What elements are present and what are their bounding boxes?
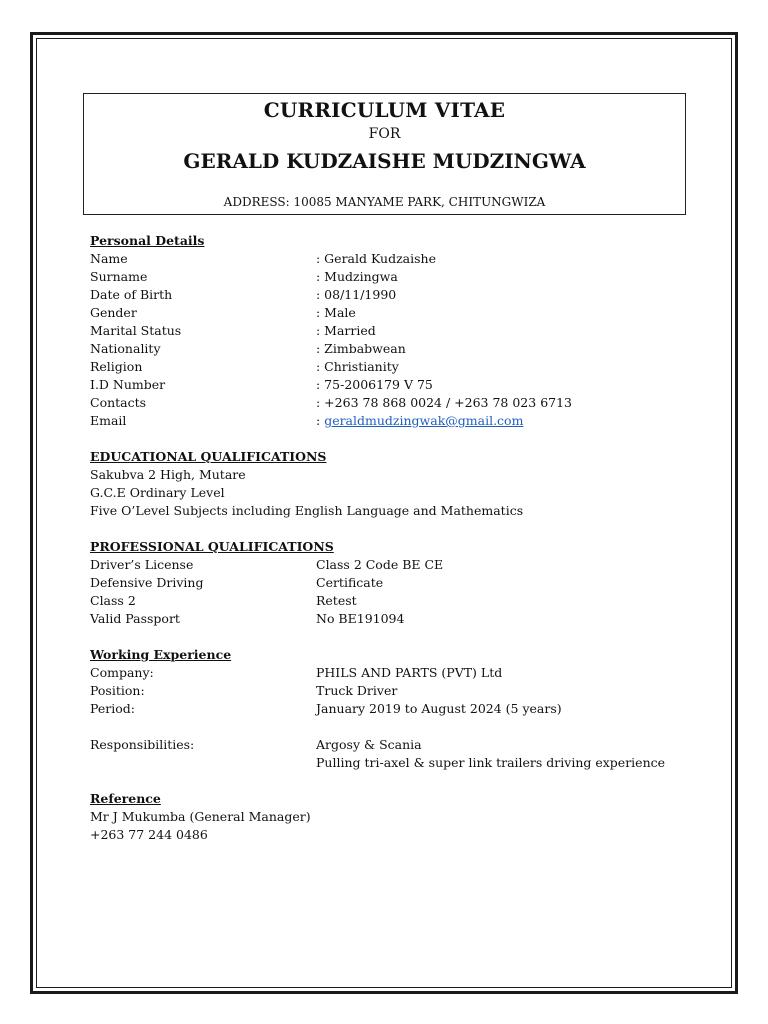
professional-row [90,556,690,574]
candidate-name: GERALD KUDZAISHE MUDZINGWA [183,149,586,173]
email-value [316,412,690,430]
reference-line: +263 77 244 0486 [90,827,208,842]
personal-row [90,286,690,304]
field-label: Driver’s License [90,557,194,572]
reference-heading: Reference [90,791,161,806]
spacer [90,772,690,790]
experience-heading: Working Experience [90,647,232,662]
field-label: Class 2 [90,593,136,608]
address-line: ADDRESS: 10085 MANYAME PARK, CHITUNGWIZA [223,195,546,209]
personal-row [90,250,690,268]
education-heading: EDUCATIONAL QUALIFICATIONS [90,449,327,464]
field-label: I.D Number [90,377,166,392]
experience-row [90,700,690,718]
field-label: Position: [90,683,145,698]
spacer [90,628,690,646]
field-value: : Male [316,305,356,320]
education-line: G.C.E Ordinary Level [90,485,225,500]
experience-row [90,682,690,700]
spacer [90,520,690,538]
education-line: Five O’Level Subjects including English Language and Mathematics [90,503,524,518]
field-value: No BE191094 [316,611,405,626]
field-value: Certificate [316,575,384,590]
personal-details-heading: Personal Details [90,233,205,248]
field-label: Company: [90,665,154,680]
field-value: : 75-2006179 V 75 [316,377,433,392]
field-label: Valid Passport [90,611,180,626]
field-value: : Christianity [316,359,399,374]
reference-line: Mr J Mukumba (General Manager) [90,809,311,824]
field-value: Truck Driver [316,683,398,698]
personal-row [90,304,690,322]
professional-row [90,592,690,610]
header-box [83,93,686,215]
field-label: Name [90,251,128,266]
cv-content [90,232,690,844]
field-label: Date of Birth [90,287,173,302]
field-label: Surname [90,269,148,284]
field-label: Nationality [90,341,161,356]
field-label: Marital Status [90,323,182,338]
field-value: January 2019 to August 2024 (5 years) [316,701,562,716]
experience-row [90,664,690,682]
education-line: Sakubva 2 High, Mutare [90,467,246,482]
field-value: Class 2 Code BE CE [316,557,444,572]
professional-heading: PROFESSIONAL QUALIFICATIONS [90,539,334,554]
field-label: Gender [90,305,137,320]
professional-row [90,610,690,628]
personal-row [90,268,690,286]
field-value: : Gerald Kudzaishe [316,251,436,266]
field-label: Period: [90,701,135,716]
empty-label [90,754,316,772]
personal-row [90,358,690,376]
field-label: Contacts [90,395,147,410]
responsibilities-label: Responsibilities: [90,737,195,752]
responsibilities-row [90,736,690,754]
field-value: Retest [316,593,357,608]
email-link[interactable]: geraldmudzingwak@gmail.com [324,413,524,428]
responsibility-item: Pulling tri-axel & super link trailers driving experience [316,755,666,770]
responsibilities-row [90,754,690,772]
field-value: : 08/11/1990 [316,287,397,302]
email-row [90,412,690,430]
field-value: : Zimbabwean [316,341,406,356]
field-value: : Mudzingwa [316,269,398,284]
professional-row [90,574,690,592]
cv-title: CURRICULUM VITAE [263,98,506,122]
field-value: : Married [316,323,376,338]
spacer [90,430,690,448]
field-value: : +263 78 868 0024 / +263 78 023 6713 [316,395,572,410]
personal-row [90,394,690,412]
personal-row [90,340,690,358]
field-label: Religion [90,359,143,374]
email-prefix: : [316,413,325,428]
spacer [90,718,690,736]
field-value: PHILS AND PARTS (PVT) Ltd [316,665,503,680]
field-label: Defensive Driving [90,575,204,590]
personal-row [90,376,690,394]
personal-row [90,322,690,340]
email-label: Email [90,413,127,428]
responsibility-item: Argosy & Scania [316,737,422,752]
cv-for: FOR [368,126,401,142]
